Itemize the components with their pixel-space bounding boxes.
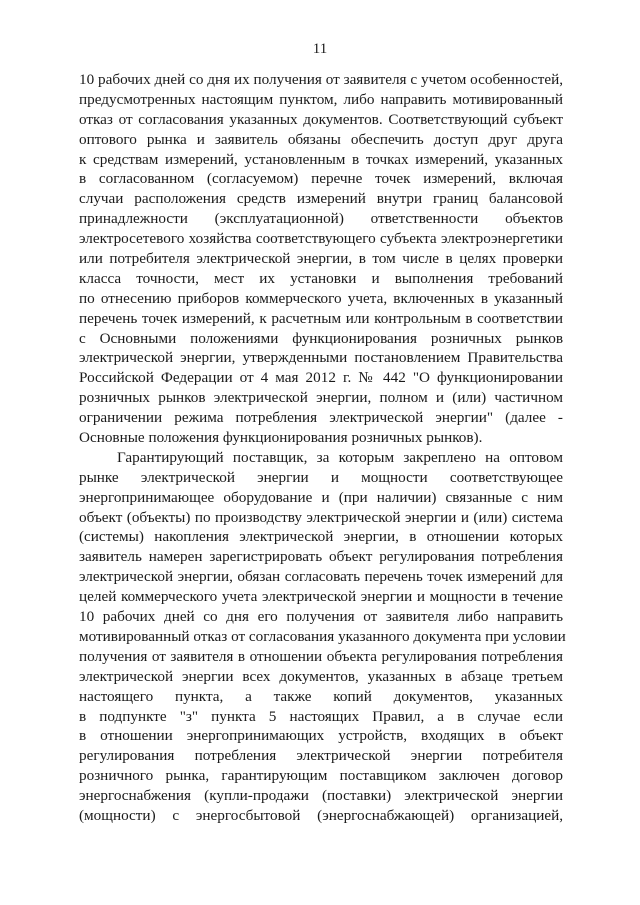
text-line: энергоснабжения (купли-продажи (поставки) электрической энергии xyxy=(79,787,563,805)
document-body xyxy=(79,70,566,826)
text-line: ограничении режима потребления электрической энергии" (далее - xyxy=(79,409,563,427)
paragraph xyxy=(79,448,566,826)
text-line: настоящего пункта, а также копий документов, указанных xyxy=(79,687,563,705)
text-line: объект (объекты) по производству электрической энергии и (или) система xyxy=(79,508,563,526)
text-line: Гарантирующий поставщик, за которым закреплено на оптовом xyxy=(117,448,563,466)
text-line: (мощности) с энергосбытовой (энергоснабжающей) организацией, xyxy=(79,806,563,824)
page-number: 11 xyxy=(312,41,328,57)
text-line: отказ от согласования указанных документов. Соответствующий субъект xyxy=(79,110,563,128)
text-line: в подпункте "з" пункта 5 настоящих Правил, а в случае если xyxy=(79,707,563,725)
text-line: электросетевого хозяйства соответствующего субъекта электроэнергетики xyxy=(79,230,563,248)
text-line: 10 рабочих дней со дня их получения от заявителя с учетом особенностей, xyxy=(79,71,563,88)
paragraph xyxy=(79,70,563,448)
text-line: 10 рабочих дней со дня его получения от заявителя либо направить xyxy=(79,608,563,626)
text-line: целей коммерческого учета электрической энергии и мощности в течение xyxy=(79,588,563,606)
text-line: розничного рынка, гарантирующим поставщиком заключен договор xyxy=(79,767,563,785)
text-line: получения от заявителя в отношении объекта регулирования потребления xyxy=(79,647,563,665)
text-line: заявитель намерен зарегистрировать объект регулирования потребления xyxy=(79,548,563,566)
text-line: розничных рынков электрической энергии, полном и (или) частичном xyxy=(79,389,563,407)
text-line: к средствам измерений, установленным в точках измерений, указанных xyxy=(79,150,563,168)
text-line: регулирования потребления электрической энергии потребителя xyxy=(79,747,563,765)
text-line: (системы) накопления электрической энергии, в отношении которых xyxy=(79,528,563,546)
text-line: в отношении энергопринимающих устройств, входящих в объект xyxy=(79,727,563,745)
text-line: или потребителя электрической энергии, в том числе в целях проверки xyxy=(79,250,563,268)
text-line: электрической энергии, обязан согласовать перечень точек измерений для xyxy=(79,568,563,586)
text-line: принадлежности (эксплуатационной) ответственности объектов xyxy=(79,210,563,228)
text-line: класса точности, мест их установки и выполнения требований xyxy=(79,269,563,287)
text-line: Российской Федерации от 4 мая 2012 г. № 442 "О функционировании xyxy=(79,369,563,387)
text-line: по отнесению приборов коммерческого учета, включенных в указанный xyxy=(79,289,563,307)
text-line: рынке электрической энергии и мощности соответствующее xyxy=(79,468,563,486)
text-line: перечень точек измерений, к расчетным или контрольным в соответствии xyxy=(79,309,563,327)
text-line: предусмотренных настоящим пунктом, либо направить мотивированный xyxy=(79,90,563,108)
text-line: случаи расположения средств измерений внутри границ балансовой xyxy=(79,190,563,208)
text-line: оптового рынка и заявитель обязаны обеспечить доступ друг друга xyxy=(79,130,563,148)
text-line: Основные положения функционирования розничных рынков). xyxy=(79,429,483,447)
text-line: в согласованном (согласуемом) перечне точек измерений, включая xyxy=(79,170,563,188)
text-line: мотивированный отказ от согласования указанного документа при условии xyxy=(79,627,566,645)
text-line: с Основными положениями функционирования розничных рынков xyxy=(79,329,563,347)
text-line: электрической энергии, утвержденными постановлением Правительства xyxy=(79,349,563,367)
text-line: электрической энергии всех документов, указанных в абзаце третьем xyxy=(79,667,563,685)
text-line: энергопринимающее оборудование и (при наличии) связанные с ним xyxy=(79,488,563,506)
